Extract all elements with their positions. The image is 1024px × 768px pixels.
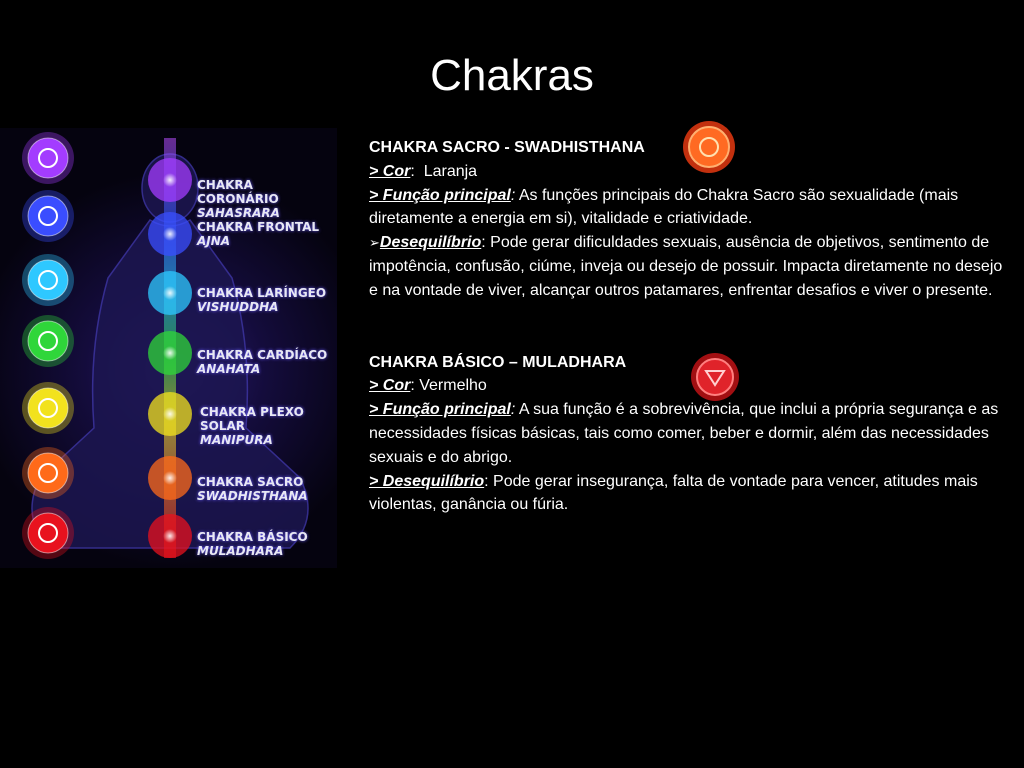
throat-chakra-label [197,286,337,314]
solar-plexus-chakra-icon [22,382,74,434]
sacro-imbalance-label: Desequilíbrio [379,234,482,252]
basico-function-line: > Função principal: A sua função é a sobrevivência, que inclui a própria segurança e as necessidades físicas básicas, tais como comer, beber e dormir, além das necessidades sexuais e do abrigo. [369,401,999,466]
sacro-color-label: > Cor [369,162,411,180]
crown-chakra-label [197,178,337,220]
slide-title: Chakras [430,51,594,100]
basico-color-line: > Cor: Vermelho [369,377,487,395]
chakra-label-sanskrit: SWADHISTHANA [197,489,308,503]
sacro-imbalance-text: Pode gerar dificuldades sexuais, ausência de objetivos, sentimento de impotência, confusão, ciúme, inveja ou desejo de possuir. Impacta diretamente no desejo e na vontade de viver, alcançar outros patamares, enfrentar desafios e viver o presente. [369,234,1003,299]
solar-plexus-chakra-label [200,405,337,447]
root-chakra-medallion-icon [690,352,740,402]
chakra-label-name: CHAKRA CARDÍACO [197,348,328,362]
third-eye-chakra-icon [22,190,74,242]
crown-chakra-icon [22,132,74,184]
sacral-chakra-medallion-icon [682,120,736,174]
root-body-core [163,529,177,543]
basico-color-label: > Cor [369,377,411,395]
chakra-label-sanskrit: ANAHATA [197,362,261,376]
root-chakra-label [197,530,337,558]
text-content [369,136,1014,517]
root-chakra-icon [22,507,74,559]
chakra-label-name: CHAKRA CORONÁRIO [197,178,279,206]
throat-chakra-icon [22,254,74,306]
sacral-chakra-label [197,475,337,503]
basico-heading: CHAKRA BÁSICO – MULADHARA [369,353,627,371]
chakra-label-sanskrit: SAHASRARA [197,206,280,220]
chakra-label-sanskrit: VISHUDDHA [197,300,279,314]
sacro-function-text: As funções principais do Chakra Sacro são sexualidade (mais diretamente a energia em si), vitalidade e criatividade. [369,186,959,228]
sacro-imbalance-line: ➢Desequilíbrio: Pode gerar dificuldades sexuais, ausência de objetivos, sentimento de impotência, confusão, ciúme, inveja ou desejo de possuir. Impacta diretamente no desejo e na vontade de viver, alcançar outros patamares, enfrentar desafios e viver o presente. [369,234,1003,299]
heart-chakra-label [197,348,337,376]
chakra-label-name: CHAKRA BÁSICO [197,530,308,544]
sacro-color-line: > Cor: Laranja [369,162,478,180]
basico-imbalance-label: > Desequilíbrio [369,472,485,490]
crown-body-core [163,173,177,187]
chakra-label-name: CHAKRA FRONTAL [197,220,320,234]
throat-body-core [163,286,177,300]
chakra-figure [0,128,337,568]
chakra-label-name: CHAKRA PLEXO SOLAR [200,405,304,433]
third-eye-body-core [163,227,177,241]
sacro-function-line: > Função principal: As funções principais do Chakra Sacro são sexualidade (mais diretamente a energia em si), vitalidade e criatividade. [369,186,959,228]
chakra-label-name: CHAKRA SACRO [197,475,304,489]
arrow-bullet-icon: ➢ [369,235,380,251]
basico-imbalance-line: > Desequilíbrio: Pode gerar insegurança, falta de vontade para vencer, atitudes mais violentas, ganância ou fúria. [369,472,978,514]
basico-imbalance-text: Pode gerar insegurança, falta de vontade para vencer, atitudes mais violentas, ganância ou fúria. [369,472,978,514]
basico-function-text: A sua função é a sobrevivência, que inclui a própria segurança e as necessidades físicas básicas, tais como comer, beber e dormir, além das necessidades sexuais e do abrigo. [369,401,999,466]
chakra-label-sanskrit: MANIPURA [200,433,273,447]
chakra-label-sanskrit: MULADHARA [197,544,284,558]
heart-body-core [163,346,177,360]
sacral-body-core [163,471,177,485]
third-eye-chakra-label [197,220,337,248]
sacro-function-label: > Função principal [369,186,511,204]
basico-color-value: Vermelho [419,377,487,395]
basico-function-label: > Função principal [369,401,511,419]
sacro-heading: CHAKRA SACRO - SWADHISTHANA [369,139,645,156]
solar-plexus-body-core [163,407,177,421]
sacro-color-value: Laranja [423,162,478,180]
chakra-label-sanskrit: AJNA [197,234,231,248]
sacral-chakra-icon [22,447,74,499]
heart-chakra-icon [22,315,74,367]
chakra-label-name: CHAKRA LARÍNGEO [197,286,327,300]
